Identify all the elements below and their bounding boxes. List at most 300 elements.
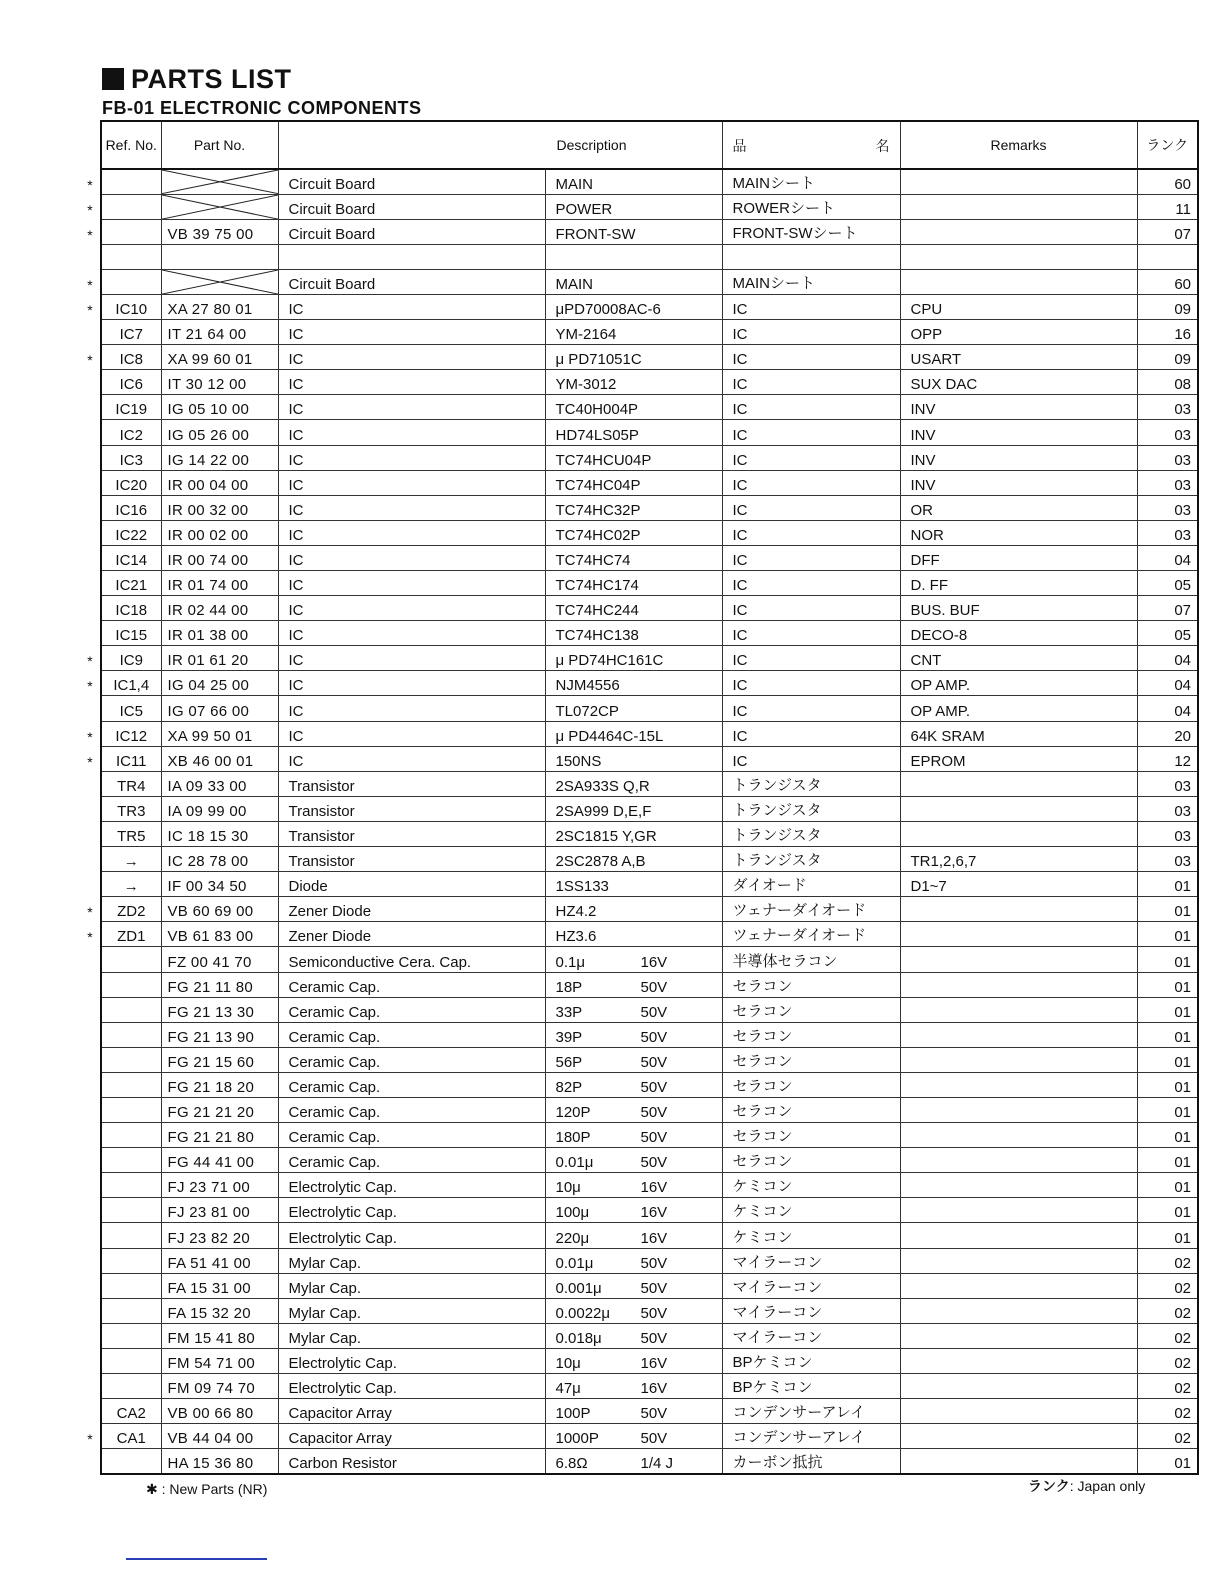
value-cell	[545, 646, 722, 671]
part-no: XA 99 60 01	[167, 351, 253, 369]
ref-no: IC7	[119, 326, 143, 344]
remarks: DFF	[900, 545, 1137, 570]
part-no-cell	[161, 796, 278, 821]
part-no-cell	[161, 1298, 278, 1323]
description: Mylar Cap.	[278, 1248, 545, 1273]
description: IC	[278, 520, 545, 545]
ref-no: IC14	[115, 552, 148, 569]
value: 100μ	[555, 1204, 590, 1222]
part-no: FG 21 15 60	[167, 1053, 255, 1071]
ref-cell	[101, 947, 161, 972]
table-row	[101, 721, 1198, 746]
remarks	[900, 1298, 1137, 1323]
rating: 16V	[640, 1380, 668, 1398]
value: YM-3012	[555, 376, 617, 394]
col-header-part: Part No.	[161, 121, 278, 169]
rank: 02	[1137, 1348, 1198, 1373]
ref-no: IC1,4	[113, 677, 150, 695]
ref-cell	[87, 194, 161, 219]
rank: 02	[1137, 1424, 1198, 1449]
ref-cell	[101, 972, 161, 997]
ref-no: →	[123, 878, 139, 896]
part-no-cell	[161, 997, 278, 1022]
ref-no: IC5	[119, 702, 143, 720]
value-cell	[545, 1424, 722, 1449]
value: 1SS133	[555, 878, 609, 896]
rank: 03	[1137, 821, 1198, 846]
rank-note-label: ランク	[1028, 1478, 1070, 1494]
value-cell	[545, 1123, 722, 1148]
part-no-cell	[161, 545, 278, 570]
ref-cell	[101, 596, 161, 621]
value: TC74HC02P	[555, 526, 641, 544]
japanese-name: トランジスタ	[722, 847, 900, 872]
description: IC	[278, 696, 545, 721]
value: 56P	[555, 1053, 583, 1071]
value: TC74HC74	[555, 552, 631, 569]
value-cell	[545, 972, 722, 997]
description: Semiconductive Cera. Cap.	[278, 947, 545, 972]
rating: 16V	[640, 1355, 668, 1372]
ref-no: IC8	[119, 351, 143, 369]
value: 0.1μ	[555, 953, 585, 971]
rank: 01	[1137, 1173, 1198, 1198]
col-header-hinmei	[722, 121, 900, 169]
remarks: 64K SRAM	[900, 721, 1137, 746]
part-no-cell	[161, 1248, 278, 1273]
remarks	[900, 897, 1137, 922]
new-part-mark: *	[87, 904, 93, 921]
new-part-mark: *	[87, 226, 93, 243]
value: μ PD71051C	[555, 351, 642, 369]
part-no: IG 04 25 00	[167, 677, 250, 695]
value-cell	[545, 1022, 722, 1047]
description: IC	[278, 646, 545, 671]
ref-no: IC11	[115, 752, 147, 770]
description: Electrolytic Cap.	[278, 1198, 545, 1223]
value-cell	[545, 470, 722, 495]
ref-cell	[101, 1248, 161, 1273]
rank	[1137, 244, 1198, 269]
page-subtitle: FB-01 ELECTRONIC COMPONENTS	[102, 98, 422, 118]
japanese-name: コンデンサーアレイ	[722, 1424, 900, 1449]
part-no-cell	[161, 1323, 278, 1348]
value-cell	[545, 1449, 722, 1474]
part-no-cell	[161, 445, 278, 470]
value: 1000P	[555, 1430, 599, 1448]
ref-cell	[101, 872, 161, 897]
part-no: IR 01 38 00	[167, 627, 249, 645]
table-row	[101, 972, 1198, 997]
part-no: IC 18 15 30	[167, 828, 249, 846]
table-row	[101, 1248, 1198, 1273]
rating: 16V	[640, 1204, 668, 1222]
part-no: VB 61 83 00	[167, 928, 254, 946]
description: Capacitor Array	[278, 1399, 545, 1424]
part-no: IT 30 12 00	[167, 376, 247, 394]
value-cell	[545, 997, 722, 1022]
description: IC	[278, 294, 545, 319]
table-row	[101, 1298, 1198, 1323]
value: 6.8Ω	[555, 1454, 588, 1472]
japanese-name: ケミコン	[722, 1173, 900, 1198]
part-no-cell	[161, 470, 278, 495]
value: 10μ	[555, 1179, 581, 1197]
description: Circuit Board	[278, 169, 545, 194]
rating: 50V	[640, 978, 668, 996]
value: 2SA933S Q,R	[555, 777, 650, 795]
part-no: VB 44 04 00	[167, 1430, 254, 1448]
rating: 50V	[640, 1405, 668, 1423]
rank: 01	[1137, 1022, 1198, 1047]
part-no: IG 14 22 00	[167, 451, 250, 469]
japanese-name: IC	[722, 746, 900, 771]
description: Capacitor Array	[278, 1424, 545, 1449]
ref-no: IC20	[115, 476, 148, 494]
table-row	[101, 1399, 1198, 1424]
description: Transistor	[278, 847, 545, 872]
japanese-name: MAINシート	[722, 169, 900, 194]
value: 100P	[555, 1405, 591, 1423]
description: IC	[278, 571, 545, 596]
japanese-name: IC	[722, 294, 900, 319]
value: μPD70008AC-6	[555, 301, 661, 319]
value-cell	[545, 847, 722, 872]
rank: 01	[1137, 872, 1198, 897]
part-no: XA 99 50 01	[167, 727, 253, 745]
part-no: IR 00 04 00	[167, 476, 249, 494]
rank: 03	[1137, 847, 1198, 872]
japanese-name: セラコン	[722, 1072, 900, 1097]
value-cell	[545, 520, 722, 545]
remarks: INV	[900, 470, 1137, 495]
remarks	[900, 796, 1137, 821]
part-no: FG 21 18 20	[167, 1078, 255, 1096]
ref-cell	[101, 1047, 161, 1072]
rank: 60	[1137, 269, 1198, 294]
description: Mylar Cap.	[278, 1273, 545, 1298]
japanese-name: ダイオード	[722, 872, 900, 897]
part-no: FZ 00 41 70	[167, 953, 252, 971]
col-header-desc: Description	[278, 121, 722, 169]
remarks	[900, 244, 1137, 269]
part-no: IR 01 74 00	[167, 577, 249, 595]
japanese-name: 半導体セラコン	[722, 947, 900, 972]
rank: 60	[1137, 169, 1198, 194]
rating: 50V	[640, 1129, 668, 1147]
table-row	[101, 847, 1198, 872]
ref-cell	[101, 495, 161, 520]
remarks: OP AMP.	[900, 696, 1137, 721]
value-cell	[545, 1072, 722, 1097]
description: Ceramic Cap.	[278, 1148, 545, 1173]
value-cell	[545, 1047, 722, 1072]
table-row	[101, 545, 1198, 570]
part-no-cell	[161, 897, 278, 922]
new-part-mark: *	[87, 929, 93, 946]
value-cell	[545, 495, 722, 520]
remarks	[900, 771, 1137, 796]
part-no-cell	[161, 520, 278, 545]
value-cell	[545, 445, 722, 470]
table-row	[101, 671, 1198, 696]
remarks	[900, 1123, 1137, 1148]
rank: 01	[1137, 922, 1198, 947]
japanese-name: セラコン	[722, 1148, 900, 1173]
value-cell	[545, 169, 722, 194]
value-cell	[545, 194, 722, 219]
remarks	[900, 997, 1137, 1022]
ref-no: IC2	[119, 426, 143, 444]
japanese-name: IC	[722, 370, 900, 395]
rank: 02	[1137, 1323, 1198, 1348]
value-cell	[545, 1298, 722, 1323]
remarks: OR	[900, 495, 1137, 520]
part-no-cell	[161, 922, 278, 947]
ref-no: CA1	[116, 1430, 146, 1448]
japanese-name: IC	[722, 671, 900, 696]
remarks	[900, 269, 1137, 294]
value-cell	[545, 420, 722, 445]
japanese-name: セラコン	[722, 997, 900, 1022]
value-cell	[545, 696, 722, 721]
table-row	[101, 169, 1198, 194]
part-no-cell	[161, 646, 278, 671]
value-cell	[545, 244, 722, 269]
rating: 16V	[640, 1229, 668, 1247]
part-no-cell	[161, 169, 278, 194]
col-header-hin: 品	[732, 138, 747, 154]
part-no: IG 05 10 00	[167, 401, 250, 419]
value-cell	[545, 872, 722, 897]
ref-no: →	[123, 853, 139, 871]
value: HD74LS05P	[555, 426, 639, 444]
part-no: FG 21 21 80	[167, 1129, 255, 1147]
description: Ceramic Cap.	[278, 1072, 545, 1097]
value: NJM4556	[555, 677, 620, 695]
description: Ceramic Cap.	[278, 1097, 545, 1122]
value: 2SC2878 A,B	[555, 853, 646, 871]
rating: 50V	[640, 1154, 668, 1172]
part-no: FJ 23 71 00	[167, 1179, 251, 1197]
part-no: FJ 23 82 20	[167, 1229, 251, 1247]
remarks	[900, 1022, 1137, 1047]
value: YM-2164	[555, 326, 617, 344]
part-no-cell	[161, 1072, 278, 1097]
rank: 07	[1137, 219, 1198, 244]
part-no-cell	[161, 345, 278, 370]
remarks	[900, 1323, 1137, 1348]
description: Electrolytic Cap.	[278, 1374, 545, 1399]
part-no-cell	[161, 269, 278, 294]
table-row	[101, 1123, 1198, 1148]
table-row	[101, 646, 1198, 671]
part-no-cell	[161, 972, 278, 997]
part-no-cell	[161, 771, 278, 796]
value-cell	[545, 269, 722, 294]
value: TC40H004P	[555, 401, 639, 419]
rank: 01	[1137, 947, 1198, 972]
rank: 20	[1137, 721, 1198, 746]
rank: 03	[1137, 520, 1198, 545]
description: Ceramic Cap.	[278, 1123, 545, 1148]
remarks	[900, 219, 1137, 244]
rank: 03	[1137, 771, 1198, 796]
ref-no: CA2	[116, 1405, 146, 1423]
ref-no: TR3	[117, 802, 146, 820]
japanese-name: IC	[722, 696, 900, 721]
rank: 11	[1137, 194, 1198, 219]
remarks	[900, 947, 1137, 972]
value: 33P	[555, 1003, 583, 1021]
value-cell	[545, 796, 722, 821]
page-title	[102, 64, 292, 95]
value: 2SC1815 Y,GR	[555, 828, 657, 846]
ref-no: IC10	[115, 301, 148, 319]
table-row	[101, 746, 1198, 771]
part-no: FG 21 21 20	[167, 1104, 255, 1122]
description: Electrolytic Cap.	[278, 1223, 545, 1248]
part-no-cell	[161, 571, 278, 596]
table-row	[101, 922, 1198, 947]
description: IC	[278, 545, 545, 570]
part-no-cell	[161, 1399, 278, 1424]
japanese-name: FRONT-SWシート	[722, 219, 900, 244]
value: 180P	[555, 1129, 591, 1147]
description	[278, 244, 545, 269]
value: TC74HC244	[555, 602, 639, 620]
table-row	[101, 596, 1198, 621]
ref-no: IC12	[115, 727, 148, 745]
part-no: FG 21 13 30	[167, 1003, 255, 1021]
remarks	[900, 1198, 1137, 1223]
no-part-cross	[162, 270, 278, 294]
value-cell	[545, 746, 722, 771]
col-header-rank: ランク	[1137, 121, 1198, 169]
new-part-mark: *	[87, 276, 93, 293]
description: Diode	[278, 872, 545, 897]
japanese-name: トランジスタ	[722, 821, 900, 846]
value: 0.01μ	[555, 1154, 594, 1172]
part-no-cell	[161, 1123, 278, 1148]
part-no: FM 54 71 00	[167, 1355, 256, 1372]
new-part-mark: *	[87, 176, 93, 193]
ref-cell	[101, 320, 161, 345]
table-row	[101, 872, 1198, 897]
japanese-name: ケミコン	[722, 1198, 900, 1223]
table-row	[101, 320, 1198, 345]
description: Transistor	[278, 771, 545, 796]
part-no: VB 00 66 80	[167, 1405, 254, 1423]
table-row	[101, 947, 1198, 972]
description: IC	[278, 420, 545, 445]
rating: 50V	[640, 1430, 668, 1448]
value-cell	[545, 294, 722, 319]
description: Ceramic Cap.	[278, 1022, 545, 1047]
japanese-name: ケミコン	[722, 1223, 900, 1248]
ref-cell	[101, 1123, 161, 1148]
part-no-cell	[161, 1223, 278, 1248]
part-no: HA 15 36 80	[167, 1454, 254, 1472]
part-no: XA 27 80 01	[167, 301, 253, 319]
ref-no: IC9	[119, 652, 143, 670]
ref-cell	[101, 470, 161, 495]
remarks: DECO-8	[900, 621, 1137, 646]
table-row	[101, 1022, 1198, 1047]
part-no-cell	[161, 395, 278, 420]
new-part-mark: *	[87, 302, 93, 319]
japanese-name: マイラーコン	[722, 1248, 900, 1273]
ref-cell	[101, 1348, 161, 1373]
value-cell	[545, 721, 722, 746]
rank: 01	[1137, 1223, 1198, 1248]
remarks	[900, 922, 1137, 947]
ref-cell	[101, 1173, 161, 1198]
value: 82P	[555, 1078, 583, 1096]
remarks	[900, 1399, 1137, 1424]
table-row	[101, 1198, 1198, 1223]
parts-table	[87, 120, 1199, 1475]
remarks	[900, 1072, 1137, 1097]
table-row	[101, 696, 1198, 721]
value-cell	[545, 1273, 722, 1298]
part-no: FA 51 41 00	[167, 1254, 251, 1272]
ref-no: IC3	[119, 451, 143, 469]
japanese-name: マイラーコン	[722, 1298, 900, 1323]
part-no: FG 21 13 90	[167, 1028, 255, 1046]
table-row	[101, 294, 1198, 319]
value: 120P	[555, 1104, 591, 1122]
rank: 01	[1137, 1123, 1198, 1148]
ref-no: IC15	[115, 627, 148, 645]
japanese-name: IC	[722, 520, 900, 545]
new-part-mark: *	[87, 201, 93, 218]
japanese-name: IC	[722, 646, 900, 671]
value: TL072CP	[555, 702, 619, 720]
ref-cell	[101, 1223, 161, 1248]
remarks	[900, 1424, 1137, 1449]
col-header-ref: Ref. No.	[101, 121, 161, 169]
remarks	[900, 194, 1137, 219]
part-no: IT 21 64 00	[167, 326, 247, 344]
japanese-name: IC	[722, 320, 900, 345]
value: TC74HC04P	[555, 476, 641, 494]
part-no-cell	[161, 847, 278, 872]
ref-no: TR5	[117, 828, 146, 846]
part-no-cell	[161, 1424, 278, 1449]
new-parts-note: ✱ : New Parts (NR)	[146, 1481, 268, 1497]
value-cell	[545, 1374, 722, 1399]
table-row	[101, 470, 1198, 495]
part-no: IC 28 78 00	[167, 853, 249, 871]
remarks: INV	[900, 395, 1137, 420]
rank: 01	[1137, 897, 1198, 922]
ref-cell	[87, 922, 161, 947]
table-row	[101, 821, 1198, 846]
table-row	[101, 621, 1198, 646]
ref-cell	[101, 571, 161, 596]
part-no: IF 00 34 50	[167, 878, 247, 896]
part-no-cell	[161, 194, 278, 219]
rating: 50V	[640, 1329, 668, 1347]
value: 10μ	[555, 1355, 581, 1372]
new-part-mark: *	[87, 1431, 93, 1448]
japanese-name: マイラーコン	[722, 1323, 900, 1348]
part-no: VB 60 69 00	[167, 903, 254, 921]
part-no-cell	[161, 1449, 278, 1474]
ref-cell	[101, 1198, 161, 1223]
part-no-cell	[161, 596, 278, 621]
